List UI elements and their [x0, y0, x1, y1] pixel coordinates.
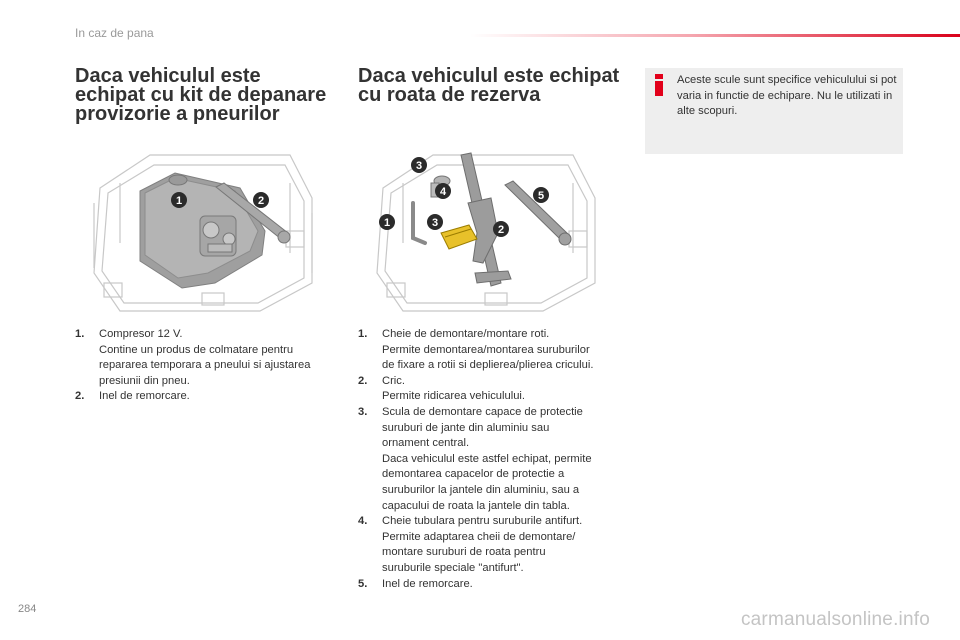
right-column-title: Daca vehiculul este echipat cu roata de rezerva	[358, 65, 620, 106]
callout-marker	[379, 214, 395, 230]
callout-label: 5	[537, 190, 545, 202]
watermark: carmanualsonline.info	[740, 609, 930, 630]
item-text: Inel de remorcare.	[99, 390, 190, 403]
callout-label: 3	[431, 217, 439, 229]
spare-wheel-tools-illustration	[373, 143, 601, 315]
item-text: Compresor 12 V. Contine un produs de colmatare pentru repararea temporara a pneului si ajustarea presiunii din pneu.	[99, 328, 311, 387]
item-text: Scula de demontare capace de protectie suruburi de jante din aluminiu sau ornament central. Daca vehiculul este astfel echipat, permite demontarea capacelor de protectie a suruburilor la jantele din aluminiu, sau a capacului de roata la jantele din tabla.	[382, 405, 592, 512]
item-text: Inel de remorcare.	[382, 577, 473, 590]
callout-label: 2	[497, 224, 505, 236]
item-number: 4.	[358, 515, 368, 528]
repair-kit-illustration	[90, 143, 318, 315]
header-accent-bar	[470, 34, 960, 37]
callout-label: 3	[415, 160, 423, 172]
list-item	[75, 389, 340, 405]
callout-marker	[171, 192, 187, 208]
trunk-tray-drawing	[90, 143, 318, 315]
info-text: Aceste scule sunt specifice vehiculului si pot varia in functie de echipare. Nu le utilizati in alte scopuri.	[677, 74, 897, 117]
callout-label: 4	[439, 186, 447, 198]
item-number: 5.	[358, 577, 368, 590]
item-number: 1.	[358, 328, 368, 340]
callout-label: 1	[383, 217, 391, 229]
item-number: 2.	[75, 390, 85, 403]
item-number: 1.	[75, 328, 85, 340]
list-item	[75, 327, 340, 389]
trunk-tray-drawing	[373, 143, 601, 315]
item-text: Cric. Permite ridicarea vehiculului.	[382, 374, 526, 403]
list-item	[358, 405, 623, 514]
callout-marker	[435, 183, 451, 199]
right-item-list	[358, 327, 623, 592]
item-number: 2.	[358, 374, 368, 387]
left-item-list	[75, 327, 340, 405]
callout-marker	[411, 157, 427, 173]
list-item	[358, 577, 623, 593]
callout-label: 2	[257, 195, 265, 207]
callout-marker	[253, 192, 269, 208]
callout-label: 1	[175, 195, 183, 207]
list-item	[358, 327, 623, 374]
item-number: 3.	[358, 405, 368, 418]
info-icon	[652, 74, 666, 96]
left-column-title: Daca vehiculul este echipat cu kit de depanare provizorie a pneurilor	[75, 65, 327, 125]
item-text: Cheie de demontare/montare roti. Permite demontarea/montarea suruburilor de fixare a rotii si deplierea/plierea cricului.	[382, 328, 594, 372]
callout-marker	[533, 187, 549, 203]
page-number: 284	[18, 603, 37, 615]
callout-marker	[493, 221, 509, 237]
section-header: In caz de pana	[75, 26, 154, 40]
item-text: Cheie tubulara pentru suruburile antifurt. Permite adaptarea cheii de demontare/ montare suruburi de roata pentru suruburile speciale "antifurt".	[382, 515, 583, 574]
callout-marker	[427, 214, 443, 230]
list-item	[358, 514, 623, 576]
list-item	[358, 374, 623, 405]
